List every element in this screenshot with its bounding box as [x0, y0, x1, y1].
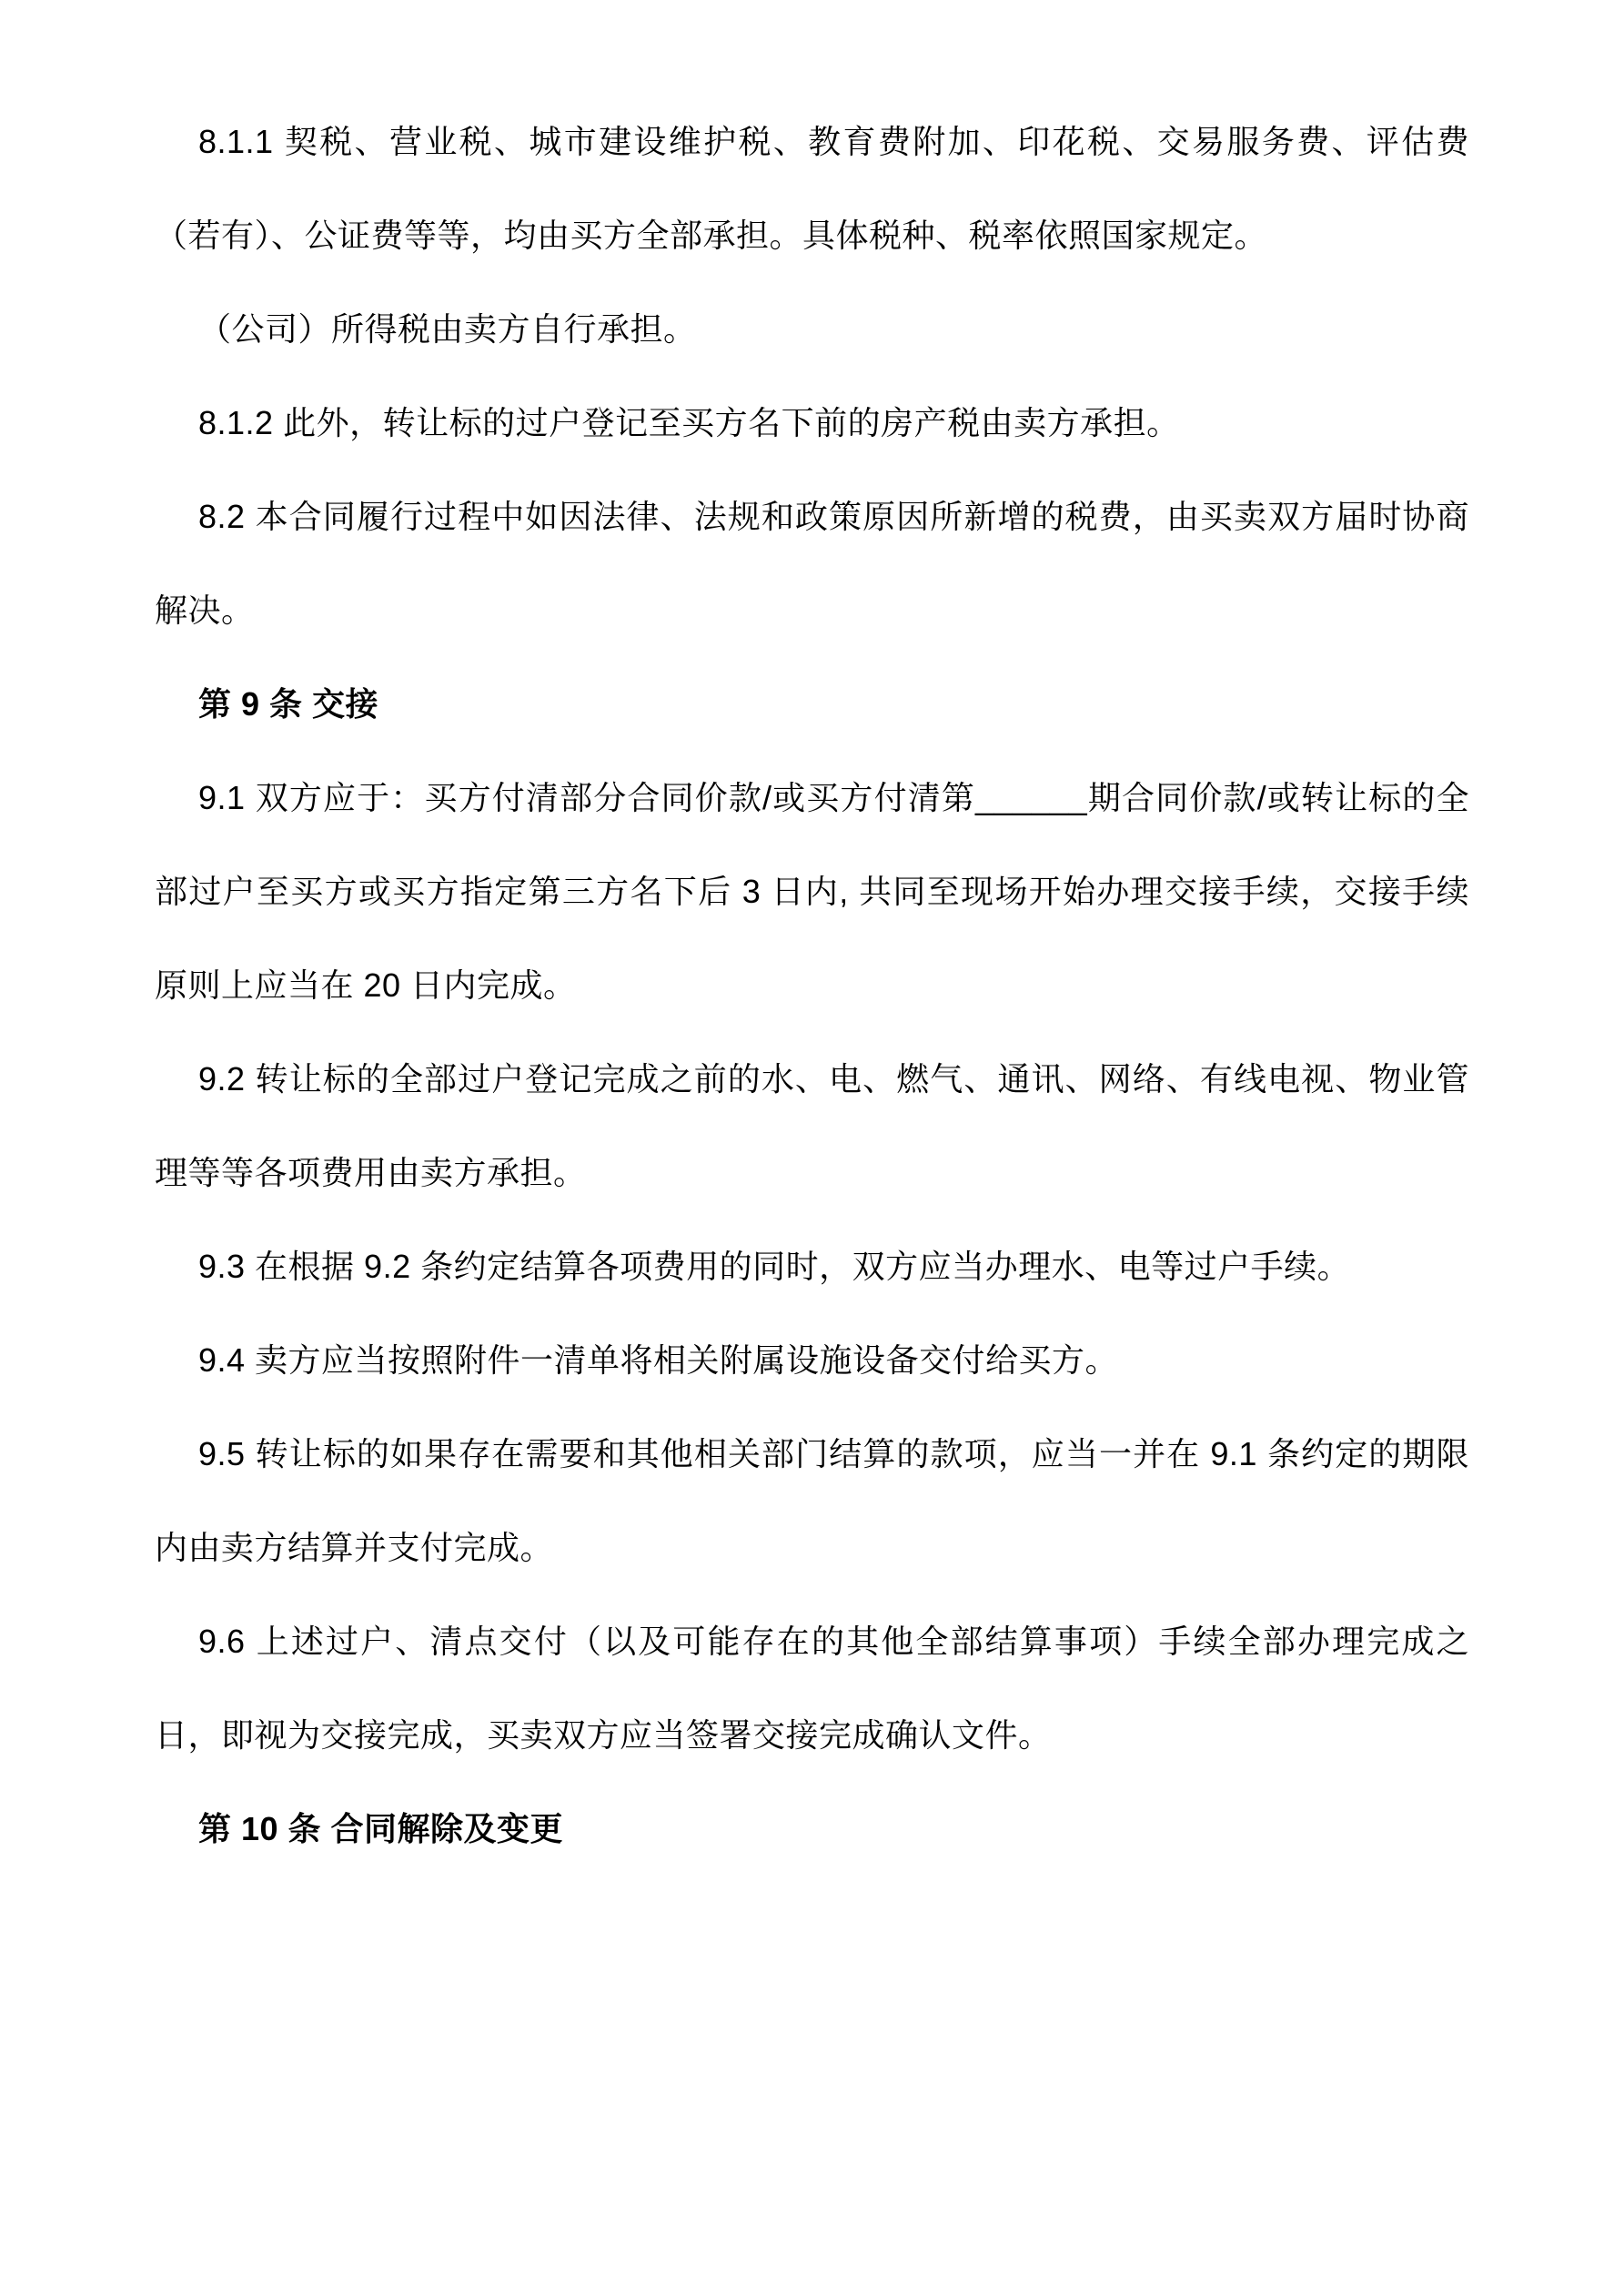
- section-heading-article-10: 第 10 条 合同解除及变更: [198, 1810, 564, 1847]
- paragraph-8-1-2: 8.1.2 此外，转让标的过户登记至买方名下前的房产税由卖方承担。: [198, 404, 1180, 441]
- paragraph-8-1-1: 8.1.1 契税、营业税、城市建设维护税、教育费附加、印花税、交易服务费、评估费（若有）、公证费等等，均由买方全部承担。具体税种、税率依照国家规定。: [155, 123, 1469, 254]
- paragraph-9-3: 9.3 在根据 9.2 条约定结算各项费用的同时，双方应当办理水、电等过户手续。: [198, 1248, 1351, 1285]
- paragraph-income-tax: （公司）所得税由卖方自行承担。: [198, 310, 697, 348]
- section-heading-article-9: 第 9 条 交接: [198, 685, 379, 723]
- paragraph-9-5: 9.5 转让标的如果存在需要和其他相关部门结算的款项，应当一并在 9.1 条约定的期限内由卖方结算并支付完成。: [155, 1435, 1469, 1566]
- paragraph-9-4: 9.4 卖方应当按照附件一清单将相关附属设施设备交付给买方。: [198, 1341, 1119, 1379]
- paragraph-8-2: 8.2 本合同履行过程中如因法律、法规和政策原因所新增的税费，由买卖双方届时协商解决。: [155, 498, 1469, 629]
- paragraph-9-1: 9.1 双方应于：买方付清部分合同价款/或买方付清第______期合同价款/或转让标的全部过户至买方或买方指定第三方名下后 3 日内, 共同至现场开始办理交接手续，交接手续原则上应当在 20 日内完成。: [155, 779, 1469, 1004]
- paragraph-9-6: 9.6 上述过户、清点交付（以及可能存在的其他全部结算事项）手续全部办理完成之日，即视为交接完成，买卖双方应当签署交接完成确认文件。: [155, 1623, 1469, 1754]
- paragraph-9-2: 9.2 转让标的全部过户登记完成之前的水、电、燃气、通讯、网络、有线电视、物业管理等等各项费用由卖方承担。: [155, 1060, 1469, 1191]
